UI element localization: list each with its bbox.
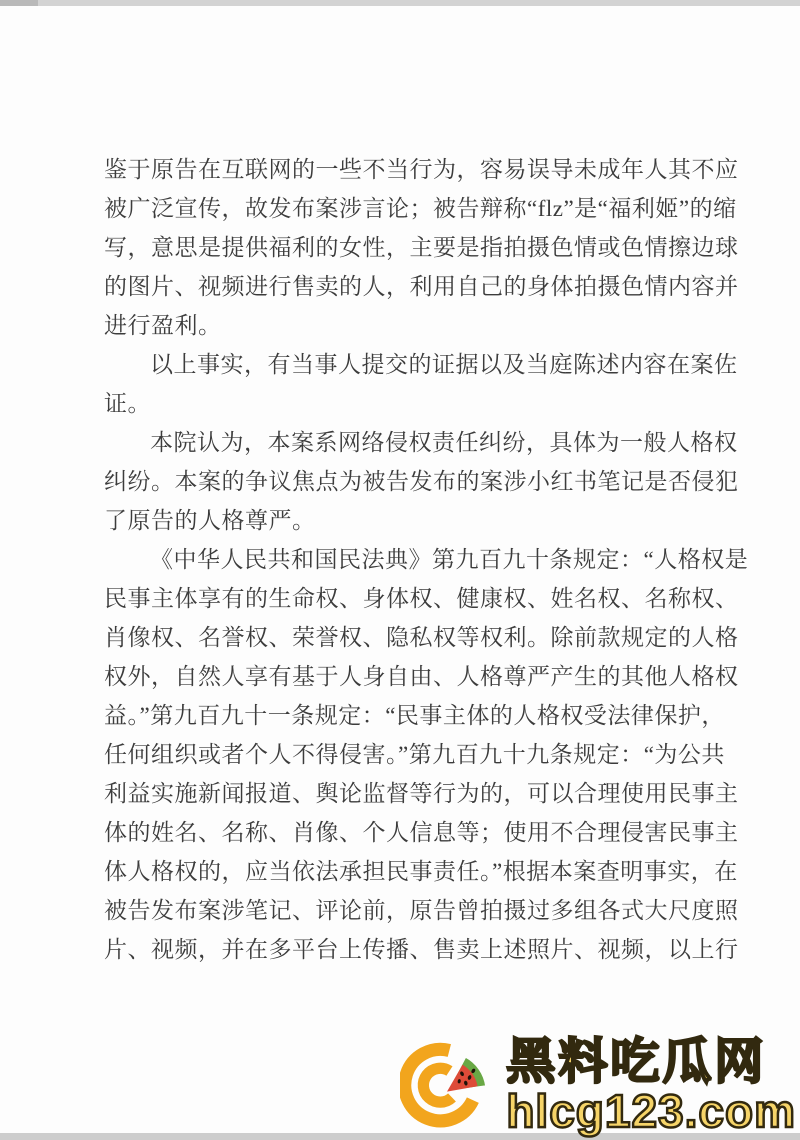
watermelon-logo-icon xyxy=(400,1033,494,1137)
document-line: 体的姓名、名称、肖像、个人信息等；使用不合理侵害民事主 xyxy=(104,820,739,845)
document-line: 的图片、视频进行售卖的人，利用自己的身体拍摄色情内容并 xyxy=(104,274,739,299)
photo-top-edge xyxy=(0,0,800,6)
document-line: 片、视频，并在多平台上传播、售卖上述照片、视频，以上行 xyxy=(104,937,739,962)
document-line: 体人格权的，应当依法承担民事责任。”根据本案查明事实，在 xyxy=(104,859,738,884)
document-line: 权外，自然人享有基于人身自由、人格尊严产生的其他人格权 xyxy=(104,664,739,689)
document-line: 纠纷。本案的争议焦点为被告发布的案涉小红书笔记是否侵犯 xyxy=(104,469,739,494)
document-line: 被广泛宣传，故发布案涉言论；被告辩称“flz”是“福利姬”的缩 xyxy=(104,196,737,221)
document-line: 写，意思是提供福利的女性，主要是指拍摄色情或色情擦边球 xyxy=(104,235,739,260)
document-line: 本院认为，本案系网络侵权责任纠纷，具体为一般人格权 xyxy=(150,430,738,455)
document-line: 利益实施新闻报道、舆论监督等行为的，可以合理使用民事主 xyxy=(104,781,739,806)
court-judgment-text xyxy=(104,150,749,969)
document-line: 《中华人民共和国民法典》第九百九十条规定：“人格权是 xyxy=(150,547,749,572)
document-line: 民事主体享有的生命权、身体权、健康权、姓名权、名称权、 xyxy=(104,586,739,611)
document-line: 证。 xyxy=(104,391,151,416)
document-line: 鉴于原告在互联网的一些不当行为，容易误导未成年人其不应 xyxy=(104,157,739,182)
watermark-site-url: hlcg123.com xyxy=(506,1085,796,1138)
photo-top-edge-dark-segment xyxy=(0,0,38,6)
document-line: 进行盈利。 xyxy=(104,313,222,338)
document-line: 以上事实，有当事人提交的证据以及当庭陈述内容在案佐 xyxy=(150,352,738,377)
document-line: 被告发布案涉笔记、评论前，原告曾拍摄过多组各式大尺度照 xyxy=(104,898,739,923)
document-line: 任何组织或者个人不得侵害。”第九百九十九条规定：“为公共 xyxy=(104,742,725,767)
watermark-text xyxy=(506,1034,796,1138)
watermark-site-name: 黑料吃瓜网 xyxy=(506,1034,767,1089)
site-watermark xyxy=(400,1033,796,1137)
document-line: 肖像权、名誉权、荣誉权、隐私权等权利。除前款规定的人格 xyxy=(104,625,739,650)
document-line: 益。”第九百九十一条规定：“民事主体的人格权受法律保护， xyxy=(104,703,725,728)
document-line: 了原告的人格尊严。 xyxy=(104,508,316,533)
